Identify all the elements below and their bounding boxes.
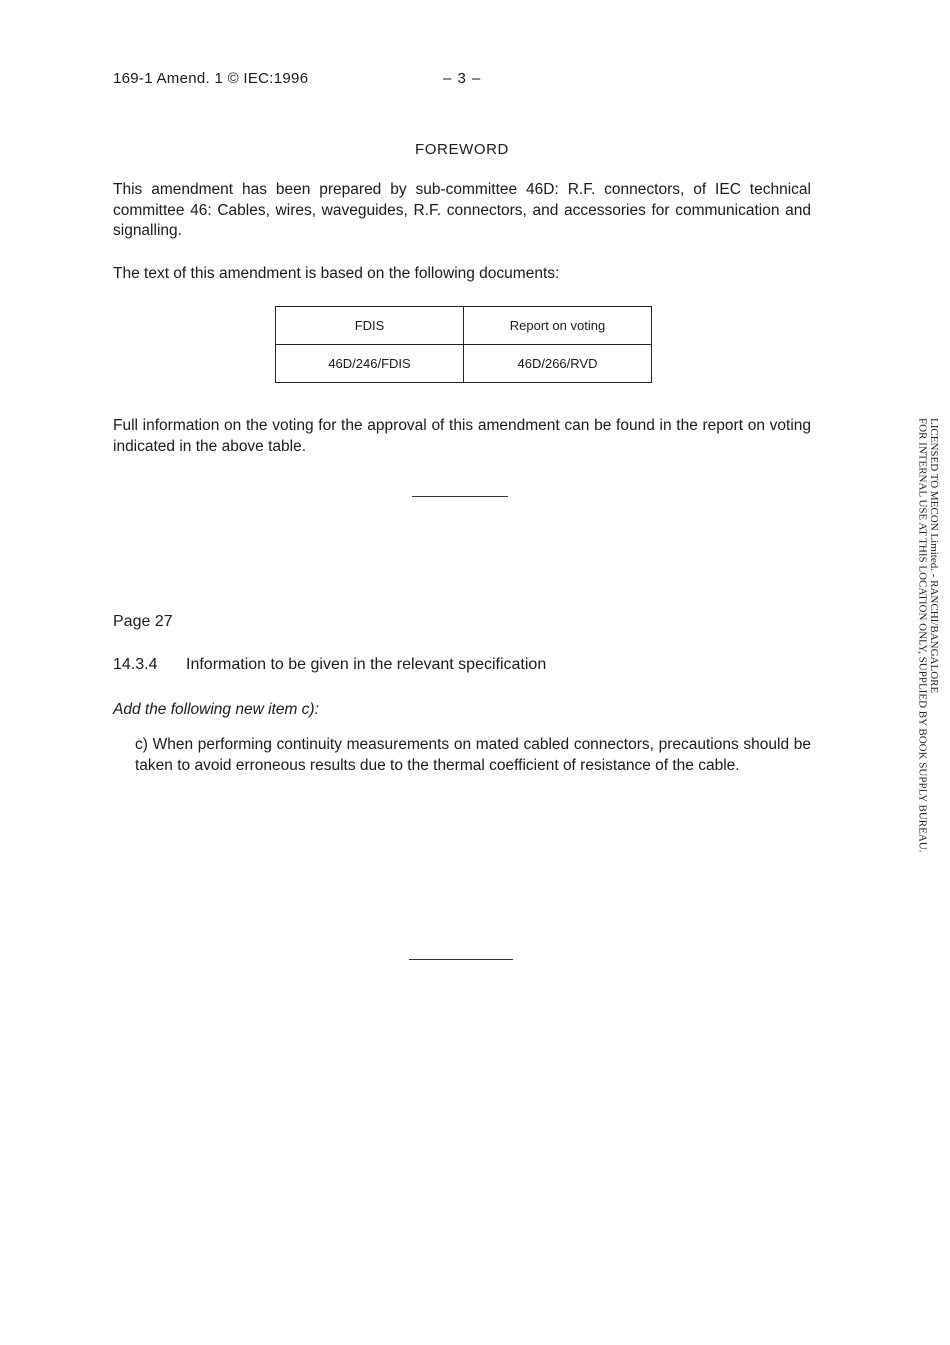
foreword-paragraph-2: The text of this amendment is based on the following documents:	[113, 265, 560, 282]
table-header-fdis: FDIS	[276, 307, 464, 345]
amendment-instruction: Add the following new item c):	[113, 701, 319, 718]
table-header-report: Report on voting	[464, 307, 652, 345]
documents-table	[275, 306, 652, 383]
page-number: – 3 –	[443, 70, 482, 87]
document-reference: 169-1 Amend. 1 © IEC:1996	[113, 70, 309, 87]
table-header-row	[276, 307, 652, 345]
new-item-c: c) When performing continuity measurements on mated cabled connectors, precautions should be taken to avoid erroneous results due to the thermal coefficient of resistance of the cable.	[135, 736, 811, 774]
license-stamp-line-2: FOR INTERNAL USE AT THIS LOCATION ONLY, SUPPLIED BY BOOK SUPPLY BUREAU.	[916, 418, 929, 853]
section-divider	[412, 496, 508, 497]
clause-title: Information to be given in the relevant specification	[186, 656, 547, 673]
license-stamp	[916, 418, 939, 852]
table-row	[276, 345, 652, 383]
clause-number: 14.3.4	[113, 656, 158, 673]
page-reference: Page 27	[113, 613, 173, 630]
license-stamp-line-1: LICENSED TO MECON Limited. - RANCHI/BANGALORE	[928, 418, 940, 694]
end-divider	[409, 959, 513, 960]
clause-heading	[113, 656, 546, 674]
foreword-paragraph-1: This amendment has been prepared by sub-committee 46D: R.F. connectors, of IEC technical committee 46: Cables, wires, waveguides, R.F. connectors, and accessories for communication and signalling.	[113, 181, 811, 239]
foreword-title: FOREWORD	[415, 141, 509, 158]
table-cell-fdis: 46D/246/FDIS	[276, 345, 464, 383]
foreword-paragraph-3: Full information on the voting for the approval of this amendment can be found in the report on voting indicated in the above table.	[113, 417, 811, 455]
table-cell-rvd: 46D/266/RVD	[464, 345, 652, 383]
